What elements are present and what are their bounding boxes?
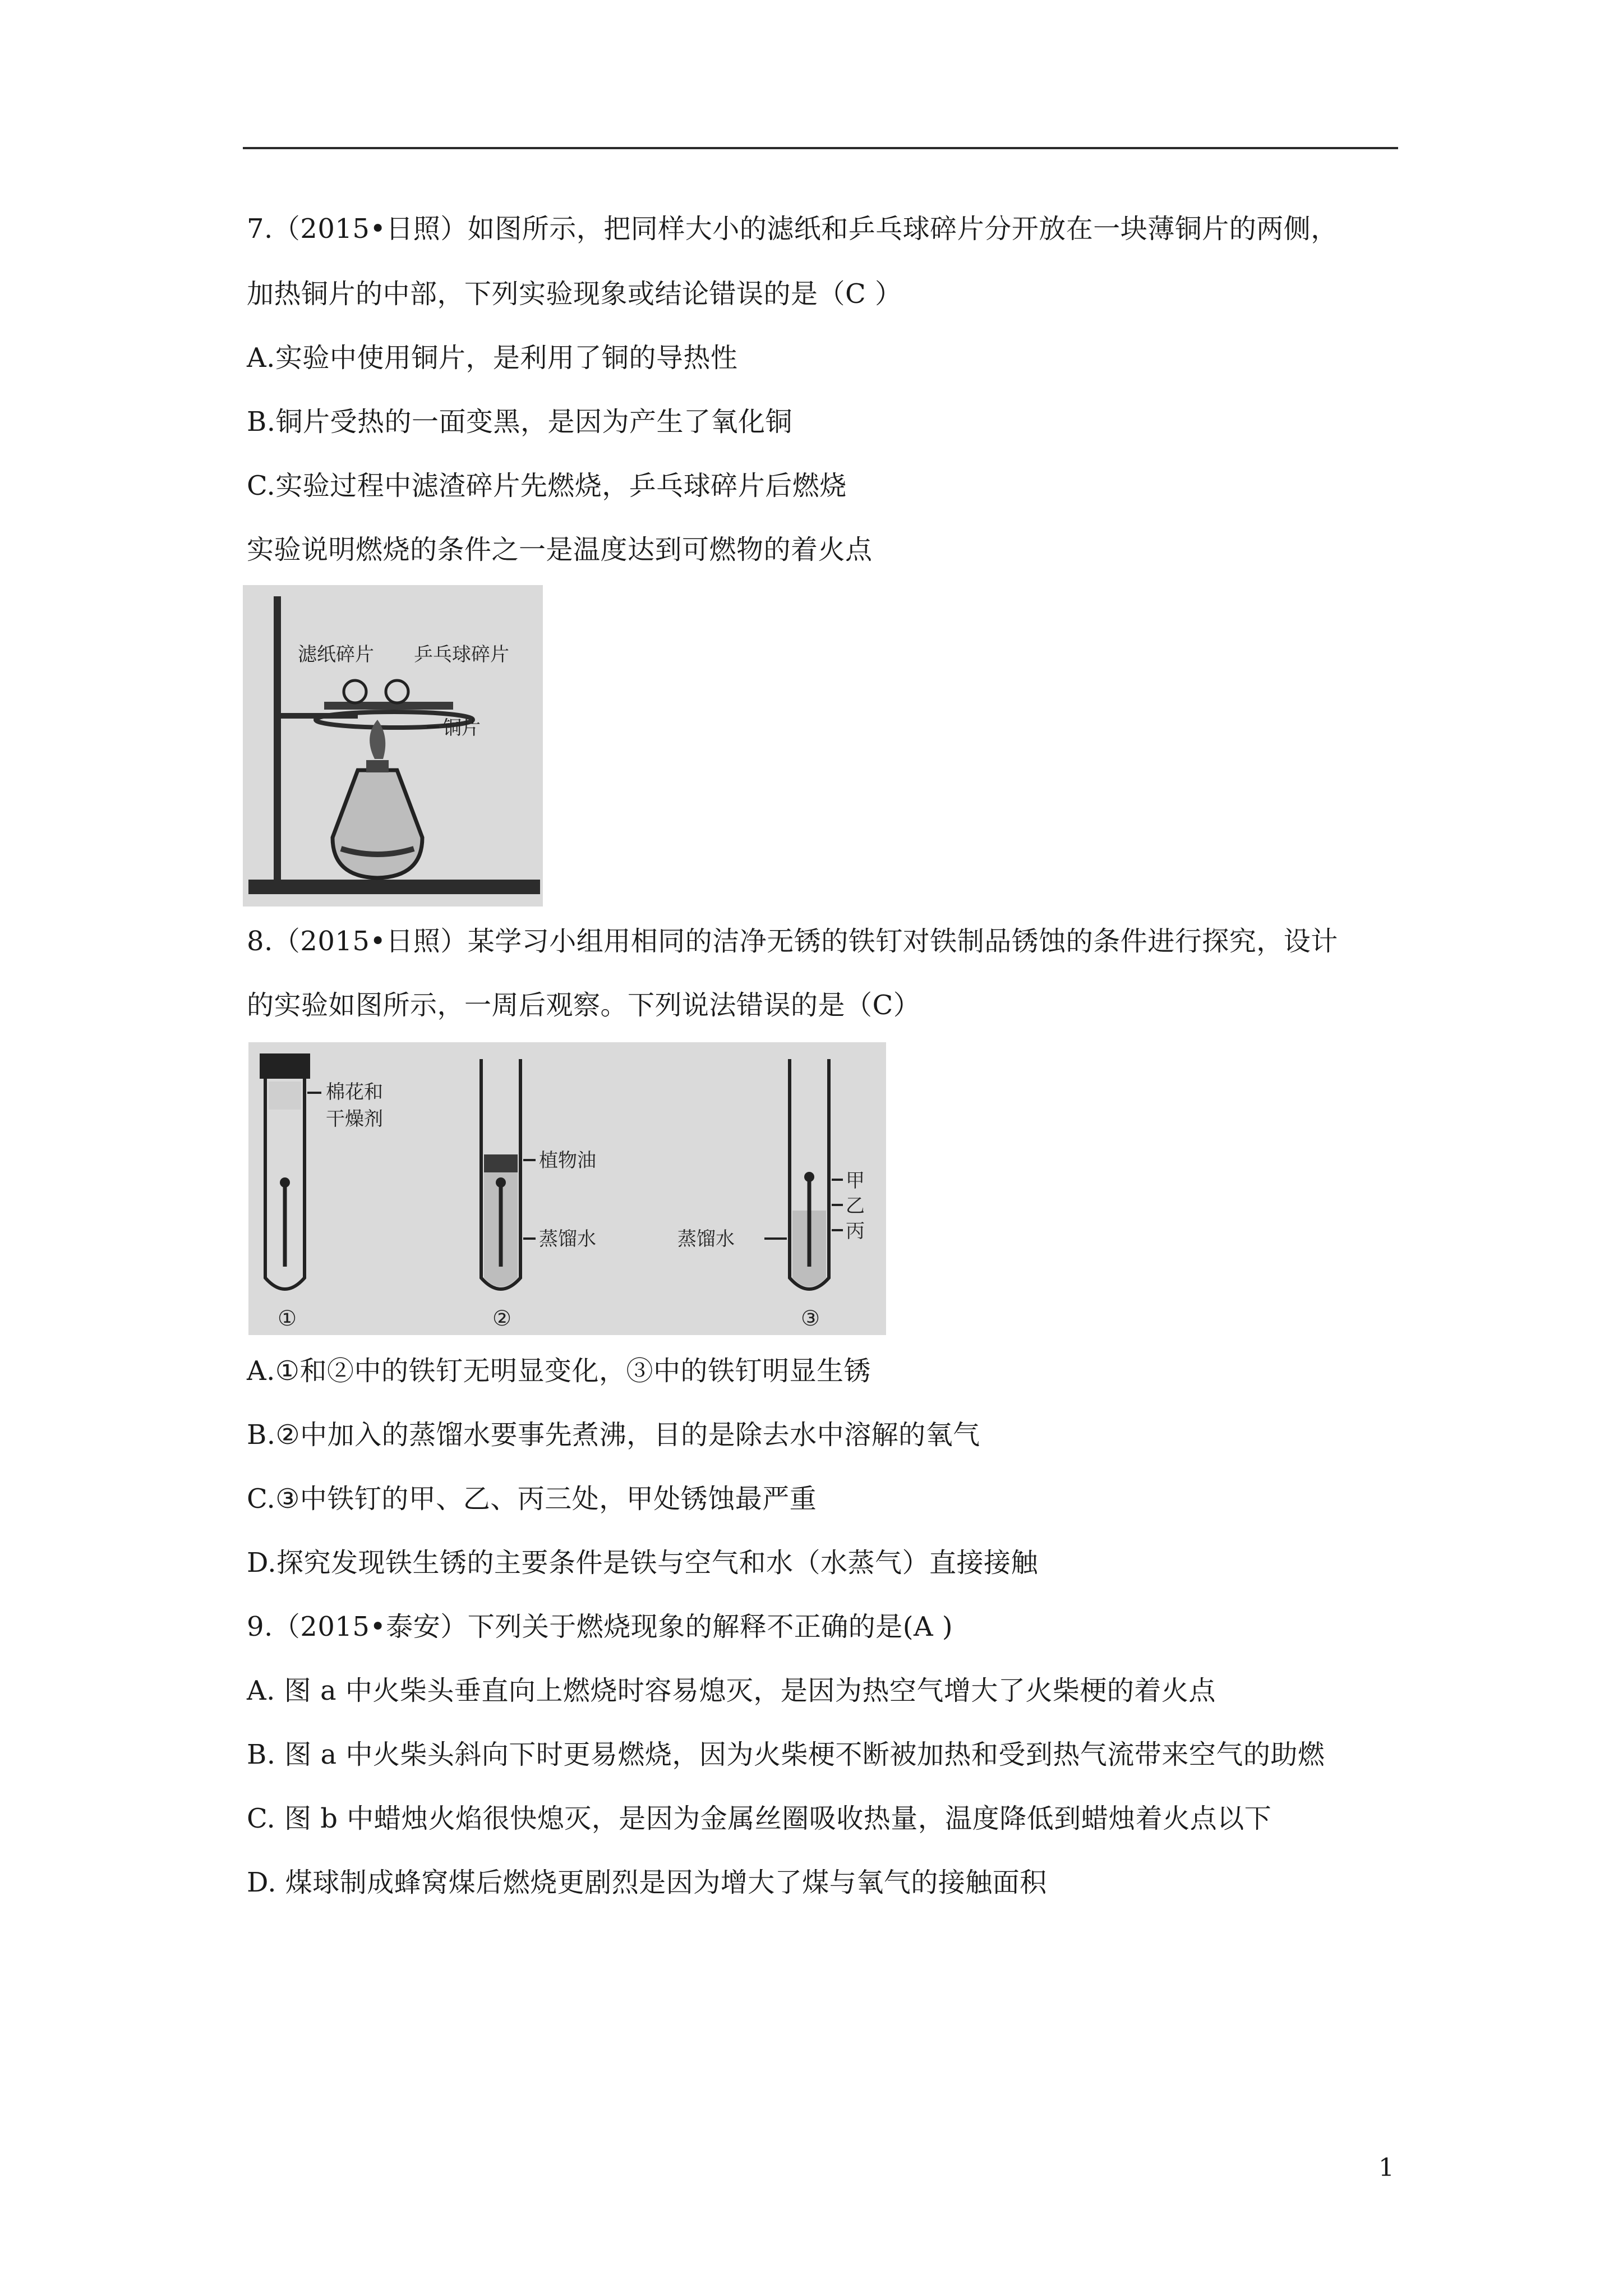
tube3-label-water: 蒸馏水 bbox=[677, 1228, 735, 1250]
tube1-label-line2: 干燥剂 bbox=[326, 1108, 383, 1130]
q9-option-b: B. 图 a 中火柴头斜向下时更易燃烧，因为火柴梗不断被加热和受到热气流带来空气的助燃 bbox=[247, 1739, 1325, 1770]
q7-figure-svg bbox=[243, 585, 543, 907]
q7-option-d: 实验说明燃烧的条件之一是温度达到可燃物的着火点 bbox=[247, 534, 873, 565]
tube3-label-jia: 甲 bbox=[846, 1170, 865, 1192]
q7-option-a: A.实验中使用铜片，是利用了铜的导热性 bbox=[247, 342, 738, 374]
tube1-label-line1: 棉花和 bbox=[326, 1081, 383, 1103]
label-pingpong: 乒乓球碎片 bbox=[414, 643, 509, 666]
q8-figure-svg bbox=[248, 1042, 886, 1335]
q9-option-d: D. 煤球制成蜂窝煤后燃烧更剧烈是因为增大了煤与氧气的接触面积 bbox=[247, 1867, 1047, 1898]
q8-option-b: B.②中加入的蒸馏水要事先煮沸，目的是除去水中溶解的氧气 bbox=[247, 1419, 980, 1451]
label-filter-paper: 滤纸碎片 bbox=[298, 643, 374, 666]
tube3-number: ③ bbox=[801, 1306, 820, 1331]
alcohol-lamp bbox=[333, 770, 422, 878]
header-rule bbox=[243, 147, 1398, 149]
tube3-nail-head bbox=[804, 1172, 814, 1182]
tube2-number: ② bbox=[492, 1306, 512, 1331]
q7-option-c: C.实验过程中滤渣碎片先燃烧，乒乓球碎片后燃烧 bbox=[247, 470, 847, 501]
tube1-stopper bbox=[260, 1053, 310, 1079]
q8-stem-line1: 8.（2015•日照）某学习小组用相同的洁净无锈的铁钉对铁制品锈蚀的条件进行探究，设计 bbox=[247, 926, 1338, 957]
copper-plate bbox=[324, 702, 453, 710]
q7-figure-copper-experiment bbox=[243, 585, 543, 907]
stand-pole bbox=[274, 596, 281, 882]
q8-option-a: A.①和②中的铁钉无明显变化，③中的铁钉明显生锈 bbox=[247, 1355, 871, 1387]
filter-paper-piece bbox=[344, 680, 366, 703]
q8-option-d: D.探究发现铁生锈的主要条件是铁与空气和水（水蒸气）直接接触 bbox=[247, 1547, 1039, 1579]
q8-option-c: C.③中铁钉的甲、乙、丙三处，甲处锈蚀最严重 bbox=[247, 1483, 817, 1515]
tube1-number: ① bbox=[278, 1306, 297, 1331]
q8-stem-line2: 的实验如图所示，一周后观察。下列说法错误的是（C） bbox=[247, 990, 921, 1021]
page-number: 1 bbox=[1378, 2154, 1394, 2182]
q9-stem: 9.（2015•泰安）下列关于燃烧现象的解释不正确的是(A ) bbox=[247, 1611, 953, 1642]
q9-option-a: A. 图 a 中火柴头垂直向上燃烧时容易熄灭，是因为热空气增大了火柴梗的着火点 bbox=[247, 1675, 1216, 1706]
tube1-cotton bbox=[269, 1082, 301, 1110]
tube2-label-oil: 植物油 bbox=[539, 1149, 596, 1172]
q8-figure-rust-experiment bbox=[248, 1042, 886, 1335]
q7-option-b: B.铜片受热的一面变黑，是因为产生了氧化铜 bbox=[247, 406, 793, 438]
tube2-oil-layer bbox=[484, 1154, 518, 1172]
stand-base bbox=[248, 880, 540, 894]
q7-stem-line1: 7.（2015•日照）如图所示，把同样大小的滤纸和乒乓球碎片分开放在一块薄铜片的两侧， bbox=[247, 213, 1338, 245]
tube2-nail-head bbox=[496, 1177, 506, 1188]
lamp-neck bbox=[366, 760, 389, 772]
q7-stem-line2: 加热铜片的中部，下列实验现象或结论错误的是（C ） bbox=[247, 278, 902, 310]
tube2-label-water: 蒸馏水 bbox=[539, 1228, 596, 1250]
q9-option-c: C. 图 b 中蜡烛火焰很快熄灭，是因为金属丝圈吸收热量，温度降低到蜡烛着火点以下 bbox=[247, 1803, 1272, 1834]
label-copper: 铜片 bbox=[442, 717, 481, 739]
tube3-label-bing: 丙 bbox=[846, 1220, 865, 1243]
tube3-label-yi: 乙 bbox=[846, 1195, 865, 1217]
pingpong-piece bbox=[386, 680, 408, 703]
tube1-nail-head bbox=[280, 1177, 290, 1188]
